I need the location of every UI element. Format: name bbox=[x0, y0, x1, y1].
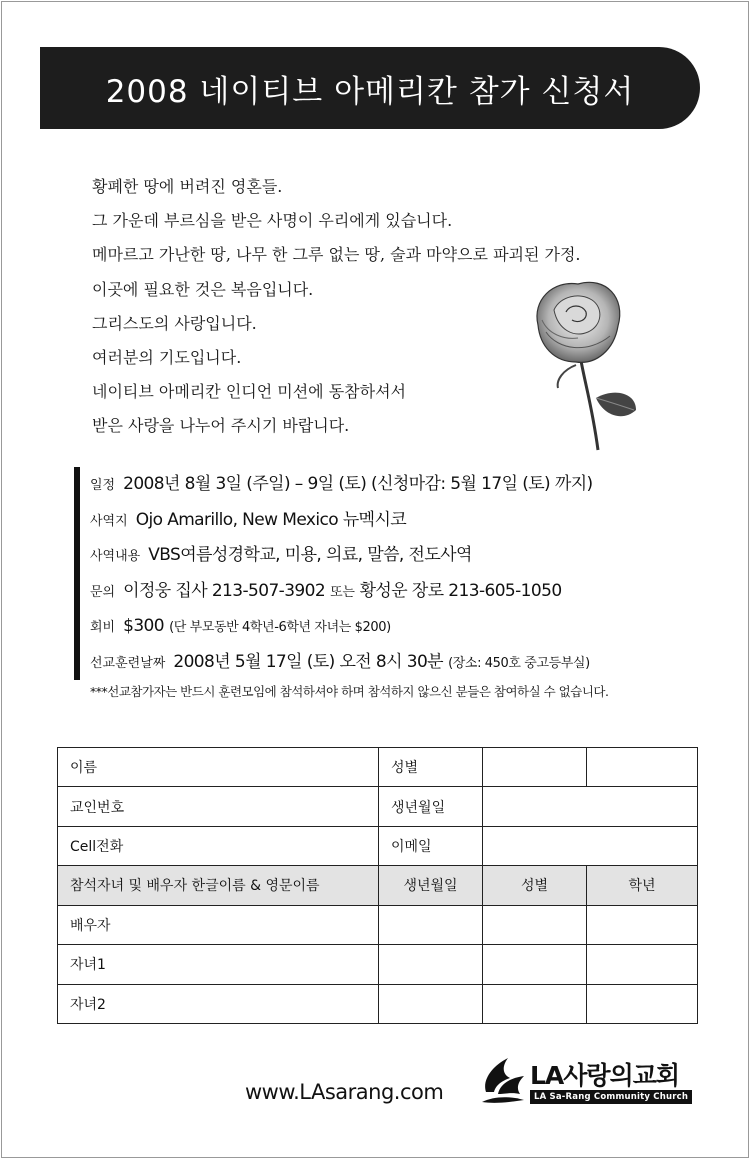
poem-line: 네이티브 아메리칸 인디언 미션에 동참하셔서 bbox=[92, 382, 407, 402]
info-value: VBS여름성경학교, 미용, 의료, 말씀, 전도사역 bbox=[148, 545, 472, 565]
info-label: 선교훈련날짜 bbox=[90, 655, 166, 671]
info-value: $300 bbox=[123, 616, 164, 636]
title-banner bbox=[40, 47, 700, 129]
family-row bbox=[58, 905, 698, 944]
page-title: 2008 네이티브 아메리칸 참가 신청서 bbox=[105, 73, 635, 110]
church-logo bbox=[478, 1052, 703, 1112]
column-header-gender: 성별 bbox=[483, 866, 587, 905]
info-ministry bbox=[90, 538, 730, 574]
info-note: (단 부모동반 4학년-6학년 자녀는 $200) bbox=[169, 620, 391, 635]
info-training bbox=[90, 645, 730, 681]
logo-subtitle: LA Sa-Rang Community Church bbox=[530, 1090, 692, 1104]
info-value: Ojo Amarillo, New Mexico 뉴멕시코 bbox=[135, 509, 407, 530]
birthdate-field[interactable] bbox=[483, 787, 698, 826]
child2-gender-field[interactable] bbox=[483, 984, 587, 1023]
gender-field[interactable] bbox=[587, 748, 698, 787]
poem-line: 이곳에 필요한 것은 복음입니다. bbox=[92, 279, 314, 299]
cell-phone-field[interactable]: Cell전화 bbox=[58, 826, 379, 865]
spouse-grade-field[interactable] bbox=[587, 905, 698, 944]
family-row bbox=[58, 984, 698, 1023]
info-label: 사역지 bbox=[90, 513, 128, 529]
birthdate-label: 생년월일 bbox=[379, 787, 483, 826]
child2-name-field[interactable]: 자녀2 bbox=[58, 984, 379, 1023]
poem-line: 그 가운데 부르심을 받은 사명이 우리에게 있습니다. bbox=[92, 211, 453, 231]
family-header: 참석자녀 및 배우자 한글이름 & 영문이름 bbox=[58, 866, 379, 905]
info-value: 2008년 5월 17일 (토) 오전 8시 30분 bbox=[173, 651, 443, 672]
notice-text: ***선교참가자는 반드시 훈련모임에 참석하셔야 하며 참석하지 않으신 분들은 참여하실 수 없습니다. bbox=[90, 684, 609, 699]
info-value: 2008년 8월 3일 (주일) – 9일 (토) (신청마감: 5월 17일 (토) 까지) bbox=[123, 474, 593, 494]
column-header-birthdate: 생년월일 bbox=[379, 866, 483, 905]
child1-grade-field[interactable] bbox=[587, 945, 698, 984]
poem-line: 메마르고 가난한 땅, 나무 한 그루 없는 땅, 술과 마약으로 파괴된 가정. bbox=[92, 245, 581, 265]
info-note: (장소: 450호 중고등부실) bbox=[448, 655, 590, 671]
info-value: 이정웅 집사 213-507-3902 bbox=[123, 580, 326, 601]
form-row bbox=[58, 748, 698, 787]
column-header-grade: 학년 bbox=[587, 866, 698, 905]
rose-illustration bbox=[518, 270, 648, 455]
poem-line: 황폐한 땅에 버려진 영혼들. bbox=[92, 177, 283, 196]
email-label: 이메일 bbox=[379, 826, 483, 865]
info-label: 일정 bbox=[90, 478, 116, 493]
info-conjunction: 또는 bbox=[330, 584, 355, 600]
email-field[interactable] bbox=[483, 826, 698, 865]
spouse-birthdate-field[interactable] bbox=[379, 905, 483, 944]
poem-line: 그리스도의 사랑입니다. bbox=[92, 313, 257, 333]
member-number-field[interactable]: 교인번호 bbox=[58, 787, 379, 826]
family-header-row bbox=[58, 866, 698, 905]
spouse-name-field[interactable]: 배우자 bbox=[58, 905, 379, 944]
info-fee bbox=[90, 609, 730, 645]
flame-logo-icon bbox=[478, 1052, 528, 1108]
info-label: 문의 bbox=[90, 584, 116, 600]
website-link[interactable]: www.LAsarang.com bbox=[245, 1080, 444, 1104]
info-schedule bbox=[90, 467, 730, 503]
form-row bbox=[58, 826, 698, 865]
info-location bbox=[90, 503, 730, 539]
logo-text: LA사랑의교회 bbox=[530, 1061, 680, 1090]
application-form bbox=[57, 747, 698, 1024]
info-value: 황성운 장로 213-605-1050 bbox=[359, 580, 562, 601]
gender-label: 성별 bbox=[379, 748, 483, 787]
child1-gender-field[interactable] bbox=[483, 945, 587, 984]
info-label: 사역내용 bbox=[90, 549, 141, 564]
child1-birthdate-field[interactable] bbox=[379, 945, 483, 984]
child2-birthdate-field[interactable] bbox=[379, 984, 483, 1023]
gender-field[interactable] bbox=[483, 748, 587, 787]
spouse-gender-field[interactable] bbox=[483, 905, 587, 944]
poem-line: 여러분의 기도입니다. bbox=[92, 347, 242, 367]
child1-name-field[interactable]: 자녀1 bbox=[58, 945, 379, 984]
event-info bbox=[74, 467, 730, 680]
name-field[interactable]: 이름 bbox=[58, 748, 379, 787]
poem-line: 받은 사랑을 나누어 주시기 바랍니다. bbox=[92, 416, 350, 436]
family-row bbox=[58, 945, 698, 984]
form-row bbox=[58, 787, 698, 826]
info-label: 회비 bbox=[90, 620, 116, 635]
child2-grade-field[interactable] bbox=[587, 984, 698, 1023]
info-contact bbox=[90, 574, 730, 610]
